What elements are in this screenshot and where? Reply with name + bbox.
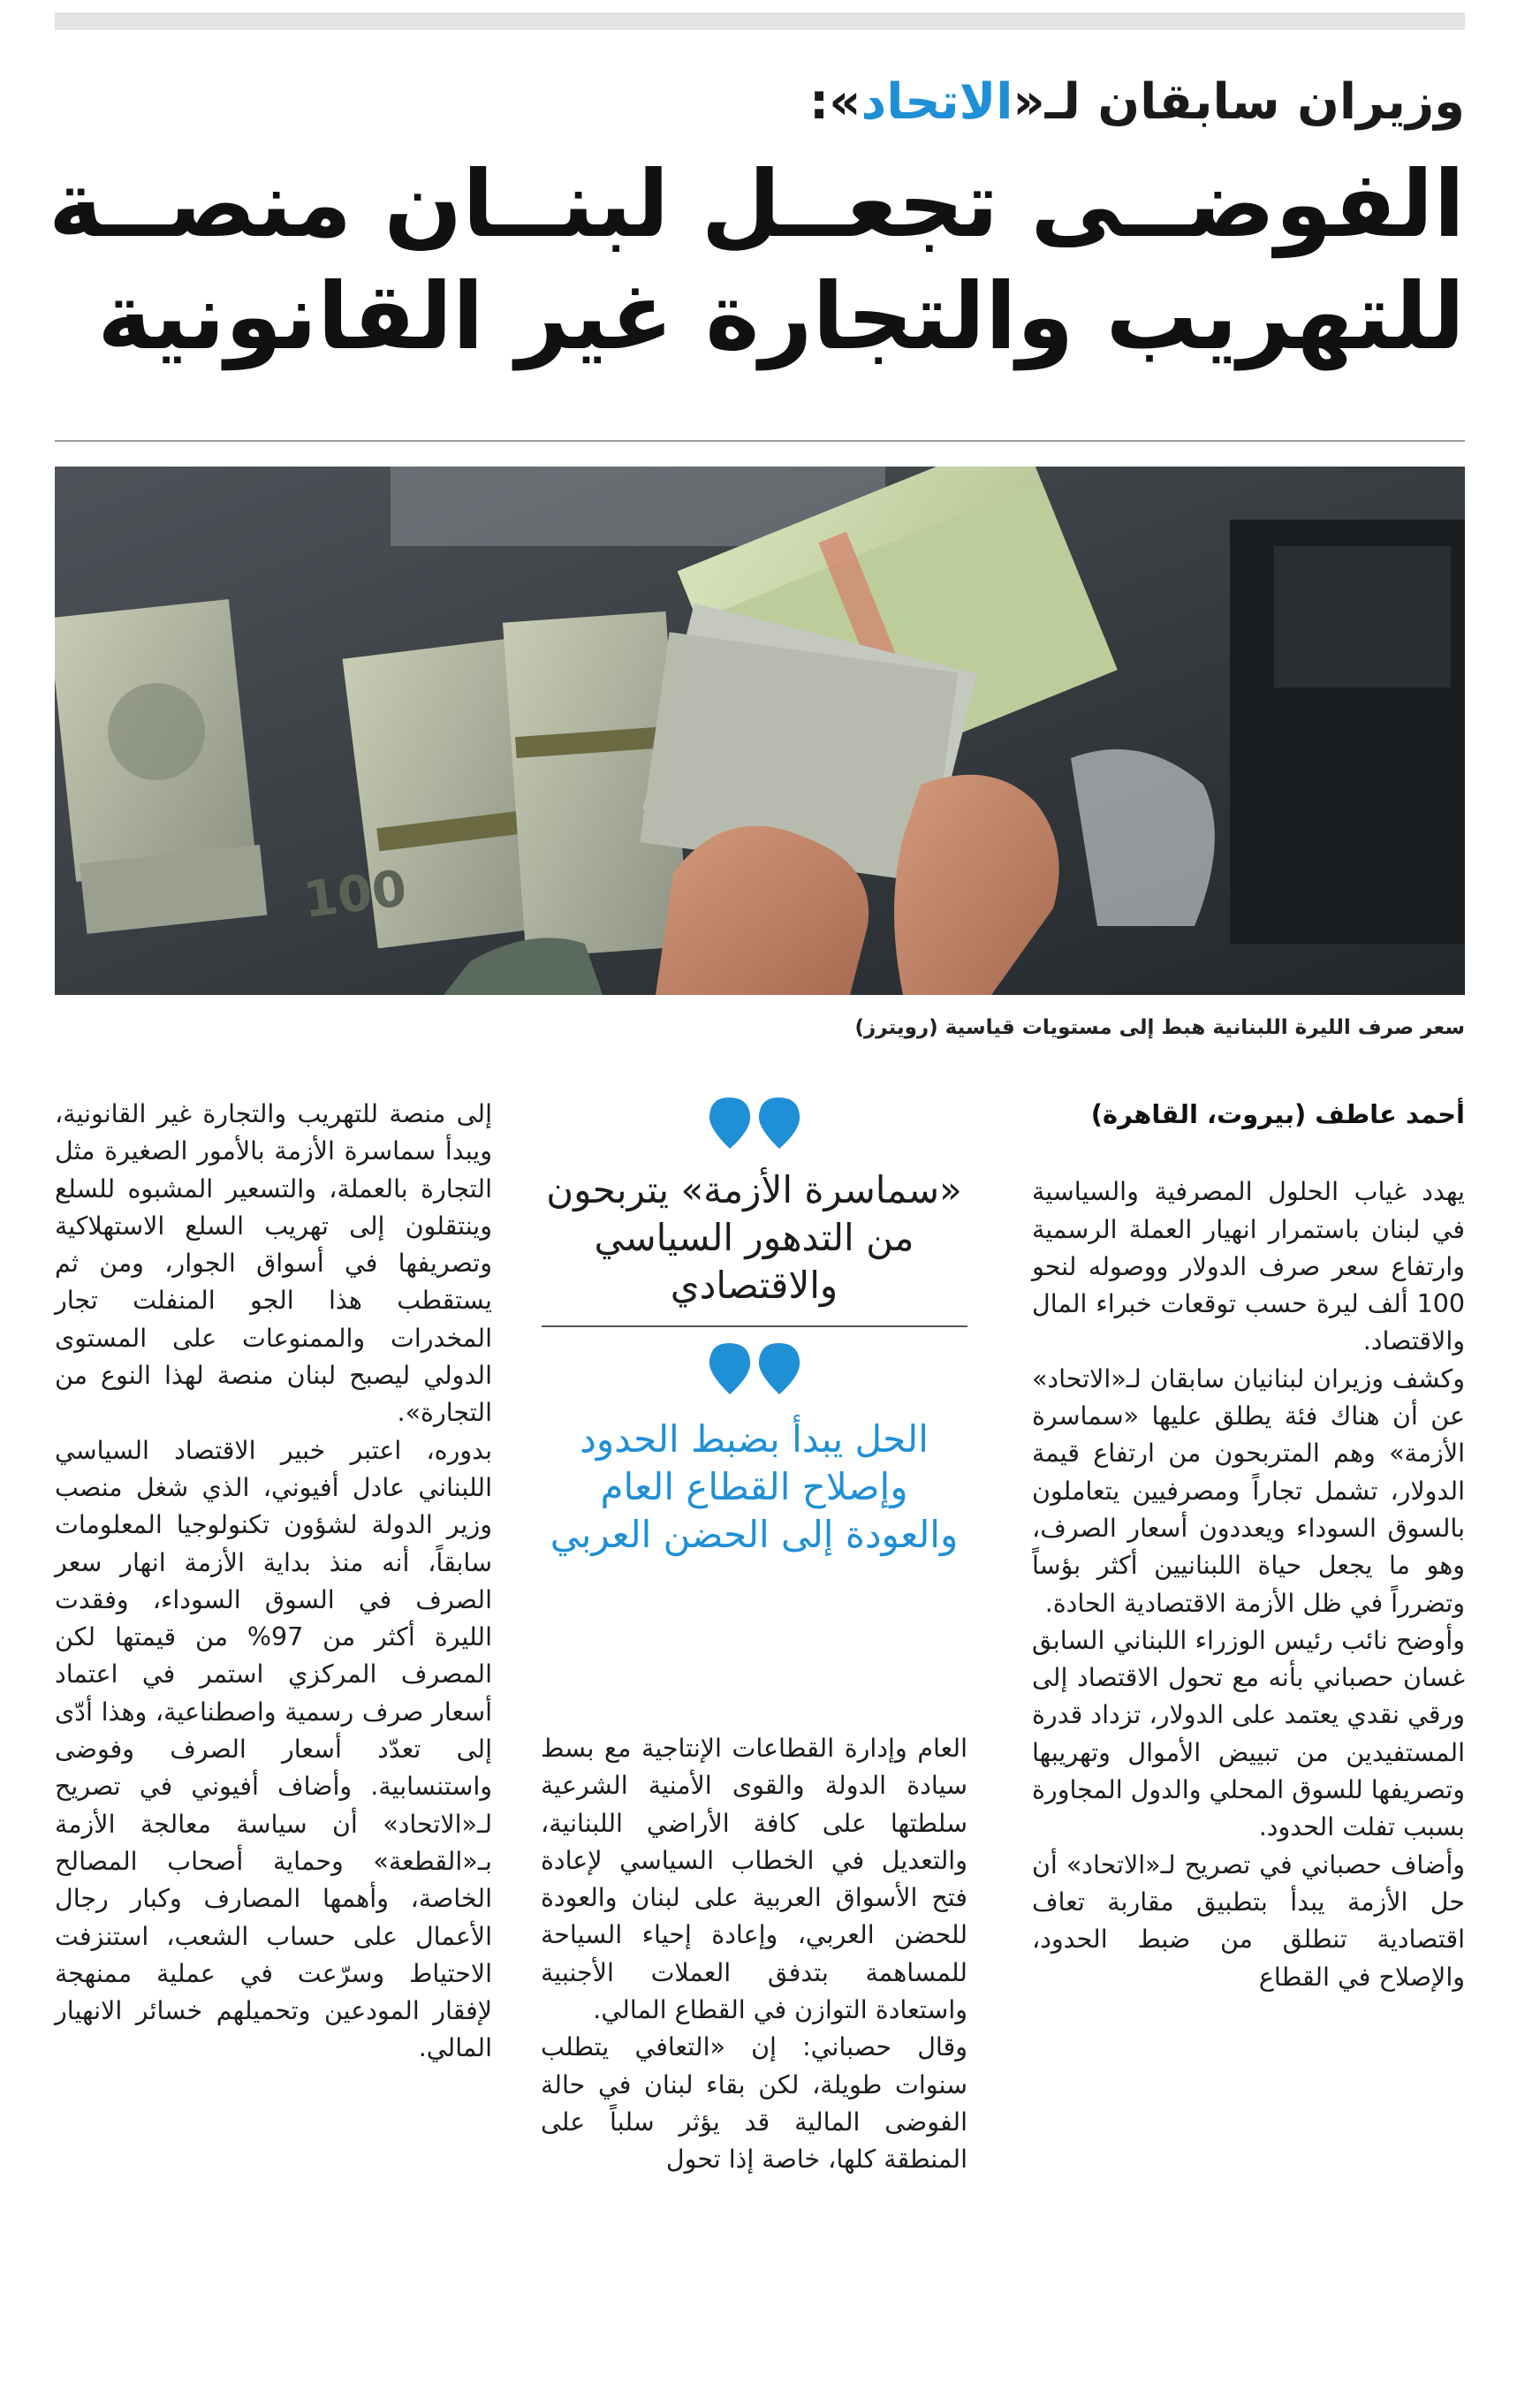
kicker-brand: الاتحاد	[861, 73, 1013, 131]
top-bar	[55, 12, 1465, 30]
photo-caption: سعر صرف الليرة اللبنانية هبط إلى مستويات قياسية (رويترز)	[854, 1016, 1465, 1039]
paragraph: وأضاف حصباني في تصريح لـ«الاتحاد» أن حل الأزمة يبدأ بتطبيق مقاربة تعاف اقتصادية تنطلق من ضبط الحدود، والإصلاح في القطاع	[1032, 1849, 1465, 1992]
kicker-suffix: »:	[808, 73, 861, 131]
byline: أحمد عاطف (بيروت، القاهرة)	[1090, 1099, 1465, 1129]
paragraph: وكشف وزيران لبنانيان سابقان لـ«الاتحاد» عن أن هناك فئة يطلق عليها «سماسرة الأزمة» وهم المتربحون من ارتفاع قيمة الدولار، تشمل تجاراً ومصرفيين يتعاملون بالسوق السوداء ويعددون أسعار الصرف، وهو ما يجعل حياة اللبنانيين أكثر بؤساً وتضرراً في ظل الأزمة الاقتصادية الحادة.	[1032, 1363, 1465, 1618]
kicker-prefix: وزيران سابقان لـ«	[1013, 73, 1465, 131]
column-right	[1032, 1096, 1465, 1996]
headline	[48, 148, 1465, 373]
banknote-label: 100	[300, 860, 410, 930]
paragraph: يهدد غياب الحلول المصرفية والسياسية في لبنان باستمرار انهيار العملة الرسمية وارتفاع سعر صرف الدولار ووصوله لنحو 100 ألف ليرة حسب توقعات خبراء المال والاقتصاد.	[1032, 1177, 1465, 1356]
column-middle	[541, 1730, 967, 2179]
pull-quote-bottom: الحل يبدأ بضبط الحدود وإصلاح القطاع العام والعودة إلى الحضن العربي	[550, 1417, 959, 1556]
banknotes-illustration	[55, 467, 1465, 995]
quote-divider	[542, 1325, 967, 1327]
pull-quote-top: «سماسرة الأزمة» يتربحون من التدهور السياسي والاقتصادي	[546, 1168, 962, 1307]
divider	[55, 440, 1465, 442]
paragraph: وأوضح نائب رئيس الوزراء اللبناني السابق غسان حصباني بأنه مع تحول الاقتصاد إلى ورقي نقدي يعتمد على الدولار، تزداد قدرة المستفيدين من تبييض الأموال وتهريبها وتصريفها للسوق المحلي والدول المجاورة بسبب تفلت الحدود.	[1032, 1625, 1465, 1842]
headline-line-1: الفوضــى تجعــل لبنــان منصــة	[48, 150, 1465, 258]
headline-line-2: للتهريب والتجارة غير القانونية	[97, 262, 1465, 370]
double-quote-icon	[706, 1096, 803, 1150]
paragraph: إلى منصة للتهريب والتجارة غير القانونية، ويبدأ سماسرة الأزمة بالأمور الصغيرة مثل التجارة بالعملة، والتسعير المشبوه للسلع وينتقلون إلى تهريب السلع الاستهلاكية وتصريفها في أسواق الجوار، ومن ثم يستقطب هذا الجو المنفلت تجار المخدرات والممنوعات على المستوى الدولي ليصبح لبنان منصة لهذا النوع من التجارة».	[55, 1099, 492, 1428]
column-left	[55, 1096, 492, 2068]
news-photo	[55, 467, 1465, 995]
double-quote-icon	[706, 1341, 803, 1396]
paragraph: العام وإدارة القطاعات الإنتاجية مع بسط سيادة الدولة والقوى الأمنية الشرعية سلطتها على كافة الأراضي اللبنانية، والتعديل في الخطاب السياسي لإعادة فتح الأسواق العربية على لبنان والعودة للحضن العربي، وإعادة إحياء السياحة للمساهمة بتدفق العملات الأجنبية واستعادة التوازن في القطاع المالي.	[541, 1734, 967, 2025]
pull-quote-box	[541, 1096, 967, 1559]
paragraph: وقال حصباني: إن «التعافي يتطلب سنوات طويلة، لكن بقاء لبنان في حالة الفوضى المالية قد يؤثر سلباً على المنطقة كلها، خاصة إذا تحول	[541, 2032, 967, 2175]
kicker	[140, 72, 1465, 132]
paragraph: بدوره، اعتبر خبير الاقتصاد السياسي اللبناني عادل أفيوني، الذي شغل منصب وزير الدولة لشؤون تكنولوجيا المعلومات سابقاً، أنه منذ بداية الأزمة انهار سعر الصرف في السوق السوداء، وفقدت الليرة أكثر من 97% من قيمتها لكن المصرف المركزي استمر في اعتماد أسعار صرف رسمية واصطناعية، وهذا أدّى إلى تعدّد أسعار الصرف وفوضى واستنسابية. وأضاف أفيوني في تصريح لـ«الاتحاد» أن سياسة معالجة الأزمة بـ«القطعة» وحماية أصحاب المصالح الخاصة، وأهمها المصارف وكبار رجال الأعمال على حساب الشعب، استنزفت الاحتياط وسرّعت في عملية ممنهجة لإفقار المودعين وتحميلهم خسائر الانهيار المالي.	[55, 1435, 492, 2063]
